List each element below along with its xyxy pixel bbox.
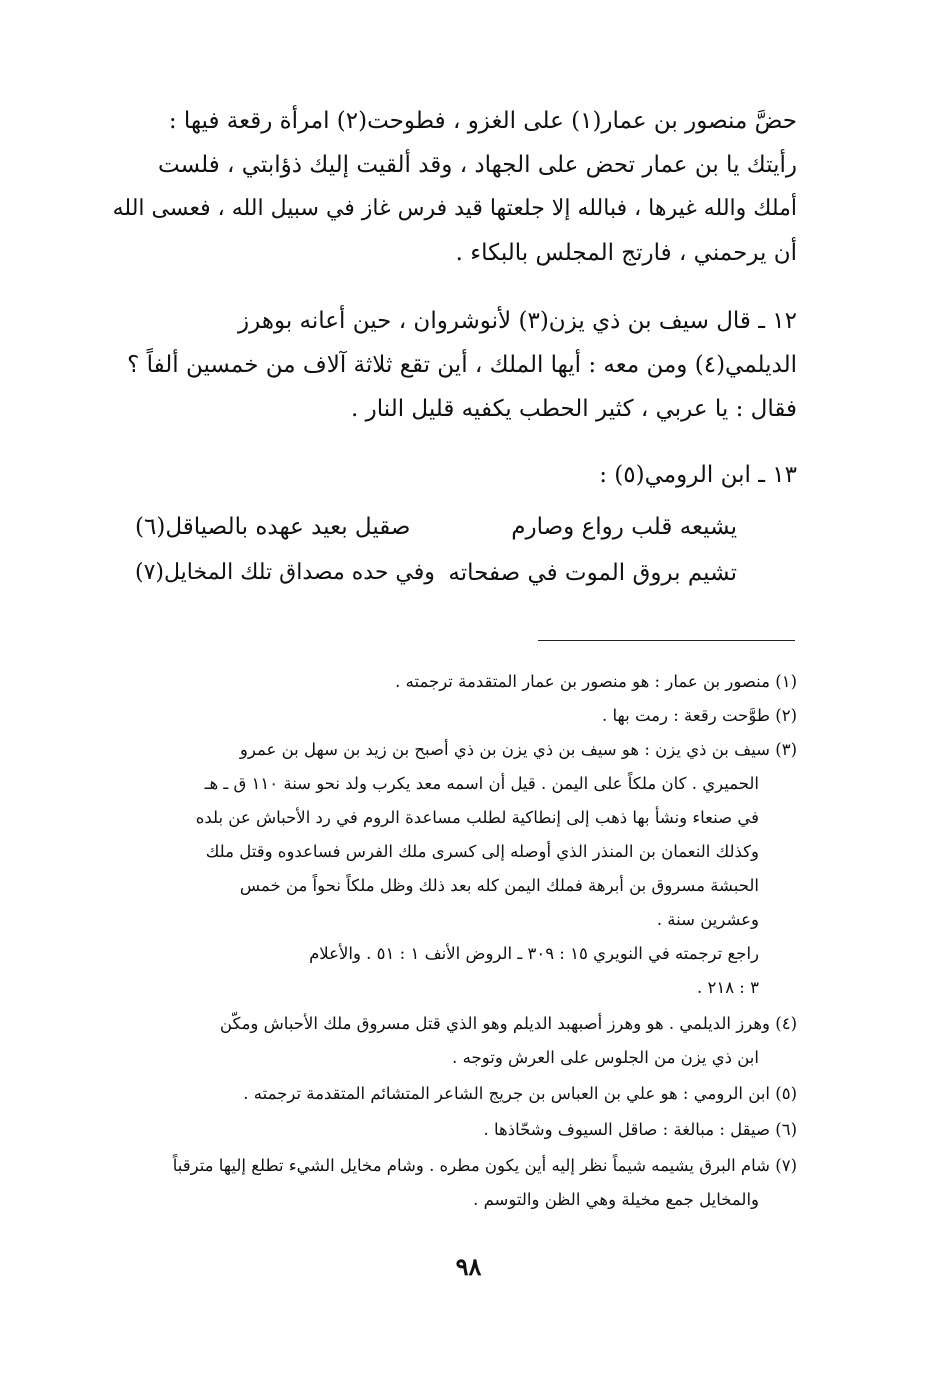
footnote-4-line-1: (٤) وهرز الديلمي . هو وهرز أصبهبد الديلم وهو الذي قتل مسروق ملك الأحباش ومكّن bbox=[219, 1014, 797, 1033]
paragraph-1-line-1: حضَّ منصور بن عمار(١) على الغزو ، فطوحت(٢) امرأة رقعة فيها : bbox=[168, 108, 797, 134]
footnote-7-line-1: (٧) شام البرق يشيمه شيماً نظر إليه أين يكون مطره . وشام مخايل الشيء تطلع إليها مترقباً bbox=[172, 1156, 797, 1175]
paragraph-1-line-4: أن يرحمني ، فارتج المجلس بالبكاء . bbox=[455, 240, 797, 266]
footnote-2: (٢) طوَّحت رقعة : رمت بها . bbox=[602, 706, 797, 725]
verse-1-second-hemistich: صقيل بعيد عهده بالصياقل(٦) bbox=[135, 514, 411, 540]
footnote-3-line-2: الحميري . كان ملكاً على اليمن . قيل أن اسمه معد يكرب ولد نحو سنة ١١٠ ق ـ هـ bbox=[204, 774, 759, 793]
paragraph-2-line-1: ١٢ ـ قال سيف بن ذي يزن(٣) لأنوشروان ، حين أعانه بوهرز bbox=[238, 308, 797, 334]
footnote-3-line-1: (٣) سيف بن ذي يزن : هو سيف بن ذي يزن بن ذي أصبح بن زيد بن سهل بن عمرو bbox=[239, 740, 797, 759]
verse-2-second-hemistich: وفي حده مصداق تلك المخايل(٧) bbox=[135, 560, 435, 585]
page-number: ٩٨ bbox=[455, 1252, 482, 1281]
footnote-3-line-6: وعشرين سنة . bbox=[656, 910, 759, 929]
verse-2-first-hemistich: تشيم بروق الموت في صفحاته bbox=[448, 560, 737, 586]
footnote-6: (٦) صيقل : مبالغة : صاقل السيوف وشحّاذها . bbox=[483, 1120, 797, 1139]
footnote-5: (٥) ابن الرومي : هو علي بن العباس بن جريج الشاعر المتشائم المتقدمة ترجمته . bbox=[243, 1084, 797, 1103]
paragraph-2-line-3: فقال : يا عربي ، كثير الحطب يكفيه قليل النار . bbox=[351, 396, 797, 422]
footnote-4-line-2: ابن ذي يزن من الجلوس على العرش وتوجه . bbox=[452, 1048, 759, 1067]
paragraph-2-line-2: الديلمي(٤) ومن معه : أيها الملك ، أين تقع ثلاثة آلاف من خمسين ألفاً ؟ bbox=[127, 352, 797, 378]
footnote-1: (١) منصور بن عمار : هو منصور بن عمار المتقدمة ترجمته . bbox=[395, 672, 797, 691]
verse-1-first-hemistich: يشيعه قلب رواع وصارم bbox=[511, 514, 737, 540]
paragraph-1-line-2: رأيتك يا بن عمار تحض على الجهاد ، وقد ألقيت إليك ذؤابتي ، فلست bbox=[157, 152, 797, 178]
paragraph-3-heading: ١٣ ـ ابن الرومي(٥) : bbox=[599, 462, 797, 488]
footnote-3-reference-line-2: ٣ : ٢١٨ . bbox=[696, 978, 759, 997]
footnote-3-line-5: الحبشة مسروق بن أبرهة فملك اليمن كله بعد ذلك وظل ملكاً نحواً من خمس bbox=[239, 876, 759, 895]
footnote-3-line-4: وكذلك النعمان بن المنذر الذي أوصله إلى كسرى ملك الفرس فساعدوه وقتل ملك bbox=[205, 842, 759, 861]
footnote-3-line-3: في صنعاء ونشأ بها ذهب إلى إنطاكية لطلب مساعدة الروم في رد الأحباش عن بلده bbox=[195, 808, 759, 827]
footnote-7-line-2: والمخايل جمع مخيلة وهي الظن والتوسم . bbox=[473, 1190, 759, 1209]
footnote-separator bbox=[538, 640, 795, 641]
paragraph-1-line-3: أملك والله غيرها ، فبالله إلا جلعتها قيد فرس غاز في سبيل الله ، فعسى الله bbox=[112, 196, 797, 221]
footnote-3-reference-line-1: راجع ترجمته في النويري ١٥ : ٣٠٩ ـ الروض الأنف ١ : ٥١ . والأعلام bbox=[309, 944, 759, 963]
